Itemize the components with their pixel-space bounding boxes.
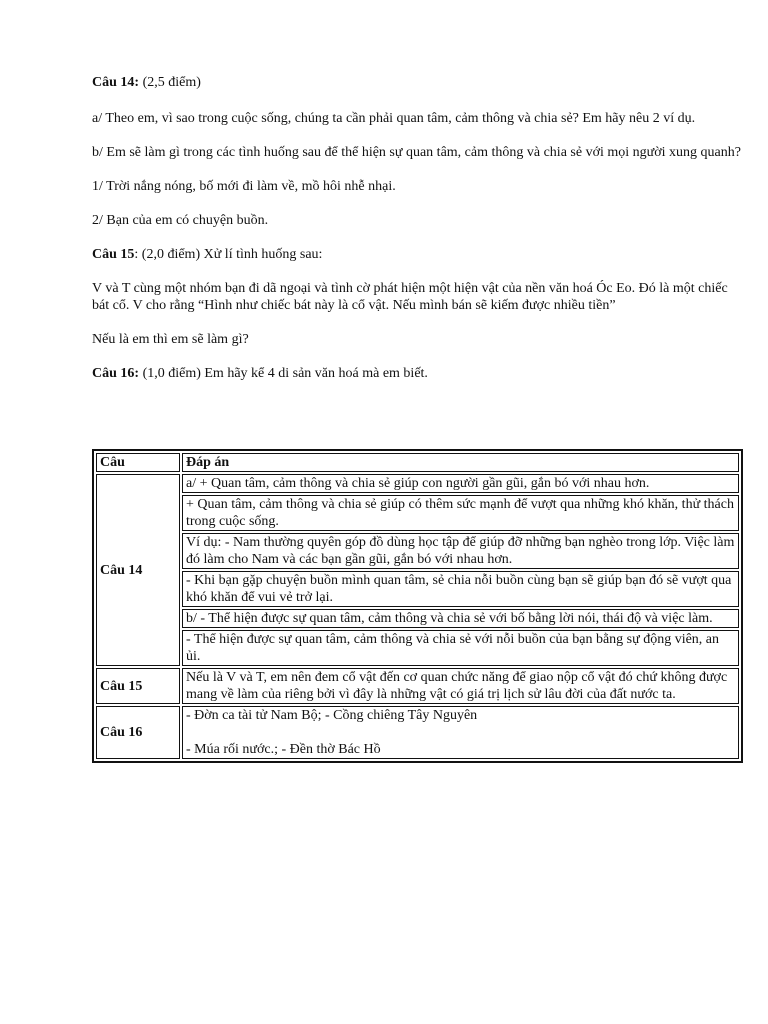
q16-heading: [92, 365, 744, 382]
q16-answer-line-1: - Đờn ca tài tử Nam Bộ; - Cồng chiêng Tây Nguyên: [186, 708, 478, 723]
table-row: [96, 533, 739, 569]
table-row: [96, 495, 739, 531]
q16-answer-line-2: - Múa rối nước.; - Đền thờ Bác Hồ: [186, 742, 381, 757]
q14-situation-2: 2/ Bạn của em có chuyện buồn.: [92, 213, 269, 228]
q15-ask: Nếu là em thì em sẽ làm gì?: [92, 332, 249, 347]
answer-cell: + Quan tâm, cảm thông và chia sẻ giúp có thêm sức mạnh để vượt qua những khó khăn, thử thách trong cuộc sống.: [182, 495, 739, 531]
row-label-q16: Câu 16: [96, 706, 180, 759]
table-row: [96, 609, 739, 628]
q14-label: Câu 14:: [92, 75, 140, 90]
header-dap-an: Đáp án: [182, 453, 739, 472]
answer-cell: Ví dụ: - Nam thường quyên góp đồ dùng học tập để giúp đỡ những bạn nghèo trong lớp. Việc làm đó làm cho Nam và các bạn gần gũi, gắn bó với nhau hơn.: [182, 533, 739, 569]
table-row: [96, 571, 739, 607]
table-row: [96, 474, 739, 493]
answer-cell: - Thể hiện được sự quan tâm, cảm thông và chia sẻ với nỗi buồn của bạn bằng sự động viên, an ủi.: [182, 630, 739, 666]
q14-part-b: b/ Em sẽ làm gì trong các tình huống sau để thể hiện sự quan tâm, cảm thông và chia sẻ với mọi người xung quanh?: [92, 145, 741, 160]
answer-cell: [182, 706, 739, 759]
header-cau: Câu: [96, 453, 180, 472]
table-row: [96, 630, 739, 666]
q14-part-a: a/ Theo em, vì sao trong cuộc sống, chúng ta cần phải quan tâm, cảm thông và chia sẻ? Em hãy nêu 2 ví dụ.: [92, 111, 696, 126]
q15-label: Câu 15: [92, 247, 135, 262]
q15-text: V và T cùng một nhóm bạn đi dã ngoại và tình cờ phát hiện một hiện vật của nền văn hoá Óc Eo. Đó là một chiếc bát cổ. V cho rằng “Hình như chiếc bát này là cổ vật. Nếu mình bán sẽ kiếm được nhiều tiền”: [92, 281, 728, 313]
q15-heading: [92, 246, 744, 263]
answer-cell: b/ - Thể hiện được sự quan tâm, cảm thông và chia sẻ với bố bằng lời nói, thái độ và việc làm.: [182, 609, 739, 628]
q14-points: (2,5 điểm): [139, 75, 201, 90]
answer-table: [92, 449, 743, 763]
q15-points: : (2,0 điểm) Xử lí tình huống sau:: [134, 247, 323, 262]
q14-heading: [92, 74, 744, 91]
row-label-q14: Câu 14: [96, 474, 180, 666]
table-row: [96, 668, 739, 704]
question-section: [92, 74, 744, 382]
table-row: [96, 706, 739, 759]
answer-cell: Nếu là V và T, em nên đem cổ vật đến cơ quan chức năng để giao nộp cổ vật đó chứ không được mang về làm của riêng bởi vì đây là những vật có giá trị lịch sử lâu đời của đất nước ta.: [182, 668, 739, 704]
answer-cell: a/ + Quan tâm, cảm thông và chia sẻ giúp con người gần gũi, gắn bó với nhau hơn.: [182, 474, 739, 493]
row-label-q15: Câu 15: [96, 668, 180, 704]
q14-situation-1: 1/ Trời nắng nóng, bố mới đi làm về, mồ hôi nhễ nhại.: [92, 179, 396, 194]
answer-cell: - Khi bạn gặp chuyện buồn mình quan tâm, sẻ chia nỗi buồn cùng bạn sẽ giúp bạn đó sẽ vượt qua khó khăn để vui vẻ trở lại.: [182, 571, 739, 607]
q16-points: (1,0 điểm) Em hãy kể 4 di sản văn hoá mà em biết.: [139, 366, 428, 381]
q16-label: Câu 16:: [92, 366, 140, 381]
table-header-row: [96, 453, 739, 472]
